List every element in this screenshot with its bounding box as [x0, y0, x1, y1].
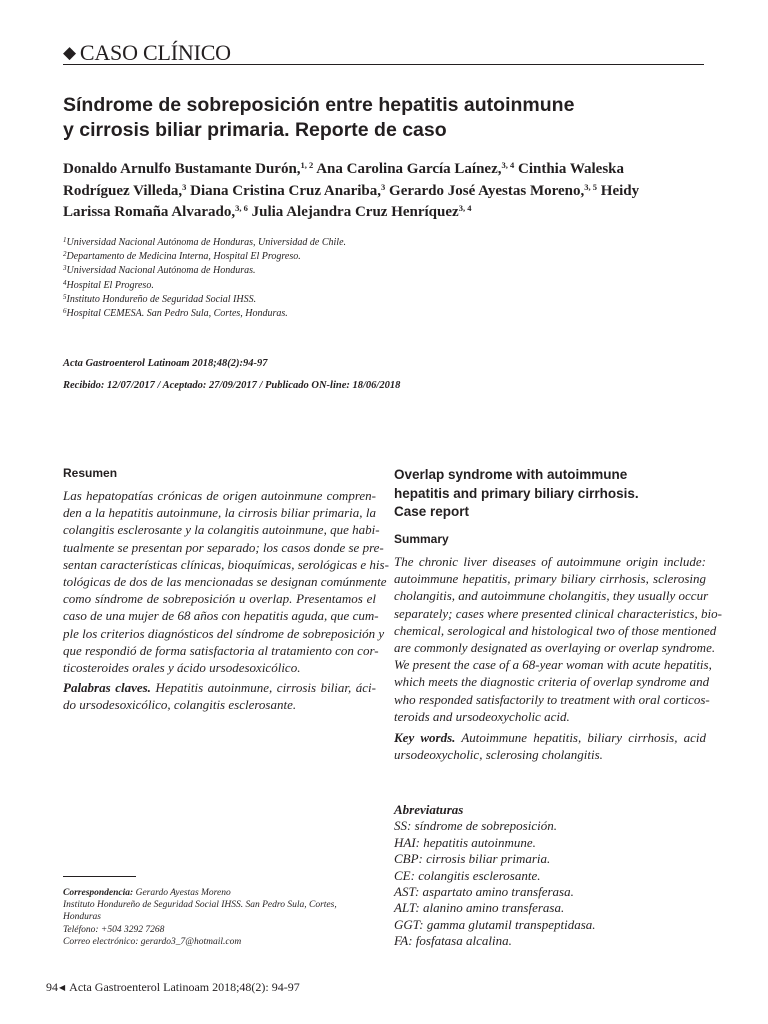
summary-line: teroids and ursodeoxycholic acid.	[394, 708, 570, 724]
english-title	[394, 466, 714, 522]
author-affiliation-ref: 3, 4	[458, 203, 472, 213]
author-line	[63, 202, 708, 224]
key-words-line: ursodeoxycholic, sclerosing cholangitis.	[394, 747, 603, 763]
author-name: Donaldo Arnulfo Bustamante Durón,	[63, 161, 301, 177]
resumen-line: tológicas de dos de las mencionadas se designan comúnmente	[63, 574, 387, 590]
affiliation-text: Instituto Hondureño de Seguridad Social IHSS.	[66, 293, 257, 305]
affiliation-number: 1	[63, 236, 67, 244]
author-line	[63, 159, 708, 181]
correspondence-email: Correo electrónico: gerardo3_7@hotmail.com	[63, 936, 242, 947]
affiliation-number: 5	[63, 292, 67, 301]
resumen-line: colangitis esclerosante y la colangitis autoinmune, que habi-	[63, 522, 380, 538]
summary-line: The chronic liver diseases of autoimmune origin include:	[394, 554, 706, 569]
title-line: y cirrosis biliar primaria. Reporte de caso	[63, 119, 447, 141]
affiliation-item	[63, 279, 703, 293]
summary-line: cholangitis, and autoimmune cholangitis, they usually occur	[394, 588, 709, 604]
abbreviations-heading: Abreviaturas	[394, 802, 464, 817]
abbreviations	[394, 802, 596, 950]
abbreviation-item: HAI: hepatitis autoinmune.	[394, 834, 536, 850]
correspondence-name-line	[63, 887, 383, 899]
affiliation-item	[63, 293, 703, 307]
summary-line: are commonly designated as overlaying or overlap syndrome.	[394, 640, 716, 656]
key-words	[394, 729, 706, 763]
correspondence-label: Correspondencia:	[63, 888, 134, 898]
section-label: CASO CLÍNICO	[79, 40, 231, 65]
arrow-left-icon: ◀	[59, 983, 66, 992]
summary-body	[394, 553, 722, 725]
resumen-line: ticosteroides orales y ácido ursodesoxicólico.	[63, 660, 301, 676]
author-name: Gerardo José Ayestas Moreno,	[385, 182, 585, 199]
correspondence-rule	[63, 876, 136, 877]
author-affiliation-ref: 3, 6	[235, 203, 248, 213]
correspondence-address: Instituto Hondureño de Seguridad Social IHSS. San Pedro Sula, Cortes,	[63, 900, 337, 911]
section-header	[63, 40, 231, 66]
key-words-text: Autoimmune hepatitis, biliary cirrhosis, acid	[455, 730, 707, 745]
summary-line: which meets the diagnostic criteria of overlap syndrome and	[394, 674, 710, 690]
affiliation-text: Universidad Nacional Autónoma de Honduras.	[66, 265, 256, 277]
palabras-claves-line: do ursodesoxicólico, colangitis esclerosante.	[63, 697, 297, 713]
summary-line: We present the case of a 68-year woman with acute hepatitis,	[394, 657, 712, 673]
footer-journal: Acta Gastroenterol Latinoam 2018;48(2): 94-97	[69, 980, 300, 994]
resumen-line: sentan características clínicas, bioquímicas, serológicas e his-	[63, 556, 389, 572]
author-name: Cinthia Waleska	[514, 161, 625, 177]
resumen-heading: Resumen	[63, 466, 118, 480]
header-rule	[63, 64, 704, 65]
english-title-line: Case report	[394, 504, 470, 520]
author-line	[63, 181, 708, 203]
affiliation-number: 4	[63, 278, 67, 287]
affiliation-item	[63, 236, 703, 250]
correspondence-address: Honduras	[63, 912, 102, 923]
resumen-line: caso de una mujer de 68 años con hepatitis aguda, que cum-	[63, 608, 379, 624]
key-words-line	[394, 729, 706, 746]
affiliations	[63, 236, 703, 321]
english-title-line: hepatitis and primary biliary cirrhosis.	[394, 485, 639, 501]
english-title-line: Overlap syndrome with autoimmune	[394, 467, 628, 482]
affiliation-text: Departamento de Medicina Interna, Hospital El Progreso.	[66, 251, 301, 263]
author-affiliation-ref: 3	[182, 181, 187, 192]
affiliation-item	[63, 307, 703, 321]
author-name: Ana Carolina García Laínez,	[313, 161, 502, 177]
resumen-line: Las hepatopatías crónicas de origen autoinmune compren-	[63, 488, 376, 503]
author-affiliation-ref: 3	[381, 181, 386, 192]
author-name: Diana Cristina Cruz Anariba,	[186, 182, 382, 199]
summary-line: chemical, serological and histological two of those mentioned	[394, 622, 717, 638]
correspondence	[63, 887, 383, 948]
affiliation-item	[63, 250, 703, 264]
correspondence-name: Gerardo Ayestas Moreno	[133, 888, 231, 898]
abbreviation-item: FA: fosfatasa alcalina.	[394, 933, 512, 949]
author-affiliation-ref: 1, 2	[300, 160, 314, 170]
palabras-claves	[63, 679, 376, 713]
affiliation-text: Hospital CEMESA. San Pedro Sula, Cortes, Honduras.	[66, 308, 288, 320]
diamond-icon: ◆	[63, 43, 76, 62]
palabras-claves-label: Palabras claves.	[63, 680, 151, 695]
abbreviation-item: AST: aspartato amino transferasa.	[394, 884, 574, 900]
abbreviation-item: SS: síndrome de sobreposición.	[394, 818, 557, 834]
correspondence-phone: Teléfono: +504 3292 7268	[63, 924, 165, 935]
summary-line: autoimmune hepatitis, primary biliary cirrhosis, sclerosing	[394, 571, 706, 587]
author-affiliation-ref: 3, 5	[584, 181, 598, 192]
affiliation-text: Hospital El Progreso.	[66, 279, 154, 291]
palabras-claves-text: Hepatitis autoinmune, cirrosis biliar, áci-	[150, 680, 377, 695]
affiliation-text: Universidad Nacional Autónoma de Honduras, Universidad de Chile.	[66, 237, 347, 248]
abbreviation-item: CE: colangitis esclerosante.	[394, 867, 541, 883]
page-number: 94	[46, 980, 58, 994]
resumen-line: ple los criterios diagnósticos del síndrome de sobreposición y	[63, 625, 385, 641]
affiliation-number: 3	[63, 264, 67, 273]
resumen-line: como síndrome de sobreposición u overlap. Presentamos el	[63, 591, 376, 607]
author-name: Julia Alejandra Cruz Henríquez	[247, 204, 459, 220]
resumen-body	[63, 487, 389, 676]
summary-line: separately; cases where presented clinical characteristics, bio-	[394, 605, 722, 621]
abbreviation-item: CBP: cirrosis biliar primaria.	[394, 851, 551, 867]
affiliation-number: 2	[63, 250, 67, 259]
resumen-line: que respondió de forma satisfactoria al tratamiento con cor-	[63, 642, 379, 658]
affiliation-number: 6	[63, 307, 67, 316]
title-line: Síndrome de sobreposición entre hepatitis autoinmune	[63, 94, 575, 116]
page-footer	[46, 980, 300, 995]
author-name: Larissa Romaña Alvarado,	[63, 204, 236, 220]
palabras-claves-line	[63, 679, 376, 696]
key-words-label: Key words.	[394, 730, 456, 745]
resumen-line: tualmente se presentan por separado; los casos donde se pre-	[63, 539, 384, 555]
author-name: Rodríguez Villeda,	[63, 182, 183, 199]
author-list	[63, 159, 708, 224]
summary-line: who responded satisfactorily to treatment with oral corticos-	[394, 691, 710, 707]
author-affiliation-ref: 3, 4	[501, 160, 515, 170]
affiliation-item	[63, 264, 703, 278]
author-name: Heidy	[597, 182, 640, 199]
resumen-line: den a la hepatitis autoinmune, la cirrosis biliar primaria, la	[63, 505, 376, 521]
publication-dates: Recibido: 12/07/2017 / Aceptado: 27/09/2017 / Publicado ON-line: 18/06/2018	[63, 380, 401, 391]
abbreviation-item: GGT: gamma glutamil transpeptidasa.	[394, 916, 596, 932]
abbreviation-item: ALT: alanino amino transferasa.	[394, 900, 565, 916]
journal-citation: Acta Gastroenterol Latinoam 2018;48(2):94-97	[63, 358, 268, 369]
article-title	[63, 93, 713, 143]
summary-heading: Summary	[394, 532, 449, 546]
